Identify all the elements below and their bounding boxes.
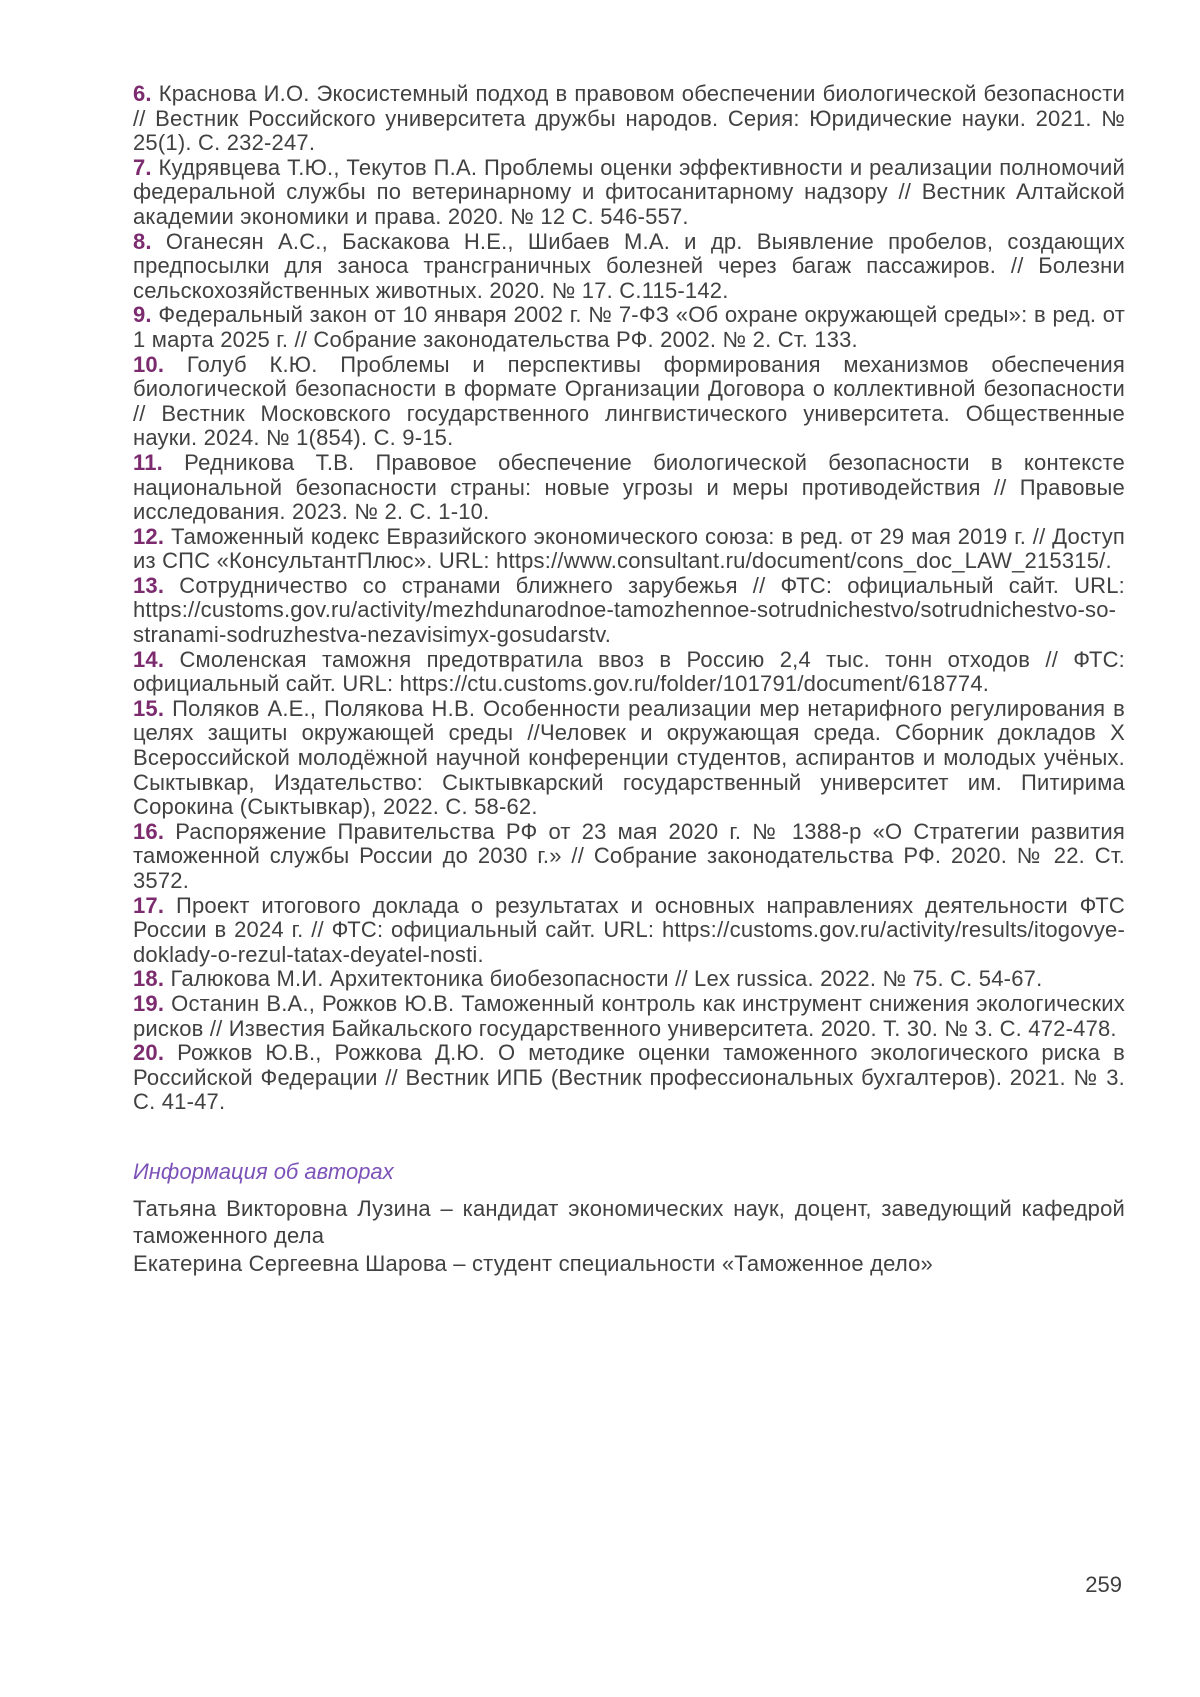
- reference-item-19: [133, 992, 1125, 1041]
- reference-number: 18.: [133, 966, 165, 992]
- authors-info: [133, 1195, 1125, 1278]
- reference-item-8: [133, 230, 1125, 304]
- reference-item-18: [133, 967, 1125, 992]
- reference-text: Рожков Ю.В., Рожкова Д.Ю. О методике оценки таможенного экологического риска в Российской Федерации // Вестник ИПБ (Вестник профессиональных бухгалтеров). 2021. № 3. С. 41-47.: [133, 1040, 1126, 1115]
- reference-item-10: [133, 353, 1125, 451]
- reference-number: 15.: [133, 695, 165, 721]
- reference-text: Галюкова М.И. Архитектоника биобезопасности // Lex russica. 2022. № 75. С. 54-67.: [170, 966, 1043, 992]
- author-info-sharova: Екатерина Сергеевна Шарова – студент специальности «Таможенное дело»: [133, 1250, 933, 1276]
- reference-number: 20.: [133, 1040, 165, 1066]
- reference-number: 6.: [133, 81, 152, 106]
- page-number: 259: [1085, 1572, 1122, 1597]
- reference-text: Федеральный закон от 10 января 2002 г. № 7-ФЗ «Об охране окружающей среды»: в ред. от 1 марта 2025 г. // Собрание законодательства РФ. 2002. № 2. Ст. 133.: [133, 302, 1125, 352]
- reference-item-12: [133, 525, 1125, 574]
- reference-text: Останин В.А., Рожков Ю.В. Таможенный контроль как инструмент снижения экологических рисков // Известия Байкальского государственного университета. 2020. Т. 30. № 3. С. 472-478.: [133, 990, 1125, 1041]
- reference-number: 14.: [133, 646, 165, 672]
- reference-number: 11.: [133, 449, 163, 475]
- author-info-luzina: Татьяна Викторовна Лузина – кандидат экономических наук, доцент, заведующий кафедрой таможенного дела: [133, 1195, 1125, 1249]
- document-page: [133, 82, 1125, 1277]
- reference-item-20: [133, 1041, 1125, 1115]
- reference-number: 10.: [133, 351, 165, 377]
- reference-text: Проект итогового доклада о результатах и основных направлениях деятельности ФТС России в 2024 г. // ФТС: официальный сайт. URL: https://customs.gov.ru/activity/results/itogovye-doklady-o-rezul-tatax-deyatel-nosti.: [133, 892, 1126, 967]
- reference-number: 8.: [133, 228, 152, 254]
- reference-text: Краснова И.О. Экосистемный подход в правовом обеспечении биологической безопасности // Вестник Российского университета дружбы народов. Серия: Юридические науки. 2021. № 25(1). С. 232-247.: [133, 81, 1126, 156]
- reference-text: Кудрявцева Т.Ю., Текутов П.А. Проблемы оценки эффективности и реализации полномочий федеральной службы по ветеринарному и фитосанитарному надзору // Вестник Алтайской академии экономики и права. 2020. № 12 С. 546-557.: [133, 154, 1125, 229]
- reference-item-14: [133, 648, 1125, 697]
- reference-item-15: [133, 697, 1125, 820]
- reference-text: Редникова Т.В. Правовое обеспечение биологической безопасности в контексте национальной безопасности страны: новые угрозы и меры противодействия // Правовые исследования. 2023. № 2. С. 1-10.: [133, 449, 1125, 525]
- authors-section-heading: Информация об авторах: [133, 1158, 394, 1184]
- reference-item-11: [133, 451, 1125, 525]
- references-list: [133, 82, 1125, 1115]
- reference-number: 16.: [133, 818, 165, 844]
- reference-number: 7.: [133, 154, 152, 180]
- reference-text: Таможенный кодекс Евразийского экономического союза: в ред. от 29 мая 2019 г. // Доступ из СПС «КонсультантПлюс». URL: https://www.consultant.ru/document/cons_doc_LAW_215315/.: [133, 523, 1126, 574]
- reference-text: Оганесян А.С., Баскакова Н.Е., Шибаев М.А. и др. Выявление пробелов, создающих предпосылки для заноса трансграничных болезней через багаж пассажиров. // Болезни сельскохозяйственных животных. 2020. № 17. С.115-142.: [133, 228, 1125, 303]
- reference-text: Смоленская таможня предотвратила ввоз в Россию 2,4 тыс. тонн отходов // ФТС: официальный сайт. URL: https://ctu.customs.gov.ru/folder/101791/document/618774.: [133, 646, 1125, 697]
- reference-number: 17.: [133, 892, 165, 918]
- reference-number: 12.: [133, 523, 165, 549]
- reference-item-13: [133, 574, 1125, 648]
- reference-item-9: [133, 303, 1125, 352]
- reference-item-17: [133, 894, 1125, 968]
- reference-text: Поляков А.Е., Полякова Н.В. Особенности реализации мер нетарифного регулирования в целях защиты окружающей среды //Человек и окружающая среда. Сборник докладов X Всероссийской молодёжной научной конференции студентов, аспирантов и молодых учёных. Сыктывкар, Издательство: Сыктывкарский государственный университет им. Питирима Сорокина (Сыктывкар), 2022. С. 58-62.: [133, 695, 1125, 820]
- reference-number: 13.: [133, 572, 165, 598]
- reference-number: 19.: [133, 990, 165, 1016]
- reference-item-6: [133, 82, 1125, 156]
- reference-number: 9.: [133, 302, 152, 328]
- reference-text: Распоряжение Правительства РФ от 23 мая 2020 г. № 1388-р «О Стратегии развития таможенной службы России до 2030 г.» // Собрание законодательства РФ. 2020. № 22. Ст. 3572.: [133, 818, 1126, 893]
- reference-item-7: [133, 156, 1125, 230]
- reference-text: Сотрудничество со странами ближнего зарубежья // ФТС: официальный сайт. URL: https://customs.gov.ru/activity/mezhdunarodnoe-tamozhennoe-sotrudnichestvo/sotrudnichestvo-so-stranami-sodruzhestva-nezavisimyx-gosudarstv.: [133, 572, 1125, 648]
- reference-item-16: [133, 820, 1125, 894]
- reference-text: Голуб К.Ю. Проблемы и перспективы формирования механизмов обеспечения биологической безопасности в формате Организации Договора о коллективной безопасности // Вестник Московского государственного лингвистического университета. Общественные науки. 2024. № 1(854). С. 9-15.: [133, 351, 1126, 451]
